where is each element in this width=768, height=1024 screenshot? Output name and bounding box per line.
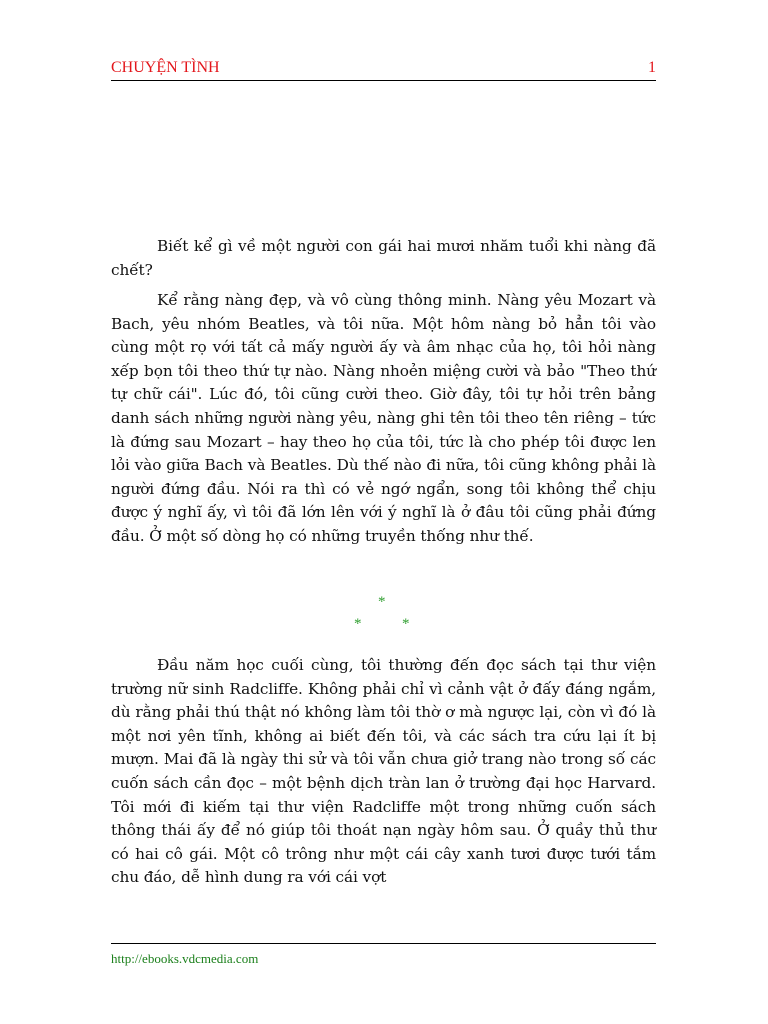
book-title: CHUYỆN TÌNH [111,59,220,76]
paragraph-2-block [111,289,656,549]
paragraph-3-block [111,654,656,890]
separator-star: * [402,616,410,632]
paragraph: Kể rằng nàng đẹp, và vô cùng thông minh. Nàng yêu Mozart và Bach, yêu nhóm Beatles, và tôi nữa. Một hôm nàng bỏ hẳn tôi vào cùng một rọ với tất cả mấy người ấy và âm nhạc của họ, tôi hỏi nàng xếp bọn tôi theo thứ tự nào. Nàng nhoẻn miệng cười và bảo "Theo thứ tự chữ cái". Lúc đó, tôi cũng cười theo. Giờ đây, tôi tự hỏi trên bảng danh sách những người nàng yêu, nàng ghi tên tôi theo tên riêng – tức là đứng sau Mozart – hay theo họ của tôi, tức là cho phép tôi được len lỏi vào giữa Bach và Beatles. Dù thế nào đi nữa, tôi cũng không phải là người đứng đầu. Nói ra thì có vẻ ngớ ngẩn, song tôi không thể chịu được ý nghĩ ấy, vì tôi đã lớn lên với ý nghĩ là ở đâu tôi cũng phải đứng đầu. Ở một số dòng họ có những truyền thống như thế. [111,291,656,545]
separator-star: * [378,594,386,610]
page-number: 1 [648,59,656,76]
footer-link[interactable]: http://ebooks.vdcmedia.com [111,951,259,966]
page-header [111,58,656,81]
paragraph: Biết kể gì về một người con gái hai mươi nhăm tuổi khi nàng đã chết? [111,237,656,279]
separator-star: * [354,616,362,632]
section-separator [340,592,430,632]
page-footer [111,943,656,966]
paragraph: Đầu năm học cuối cùng, tôi thường đến đọc sách tại thư viện trường nữ sinh Radcliffe. Không phải chỉ vì cảnh vật ở đấy đáng ngắm, dù rằng phải thú thật nó không làm tôi thờ ơ mà ngược lại, còn vì đó là một nơi yên tĩnh, không ai biết đến tôi, và các sách tra cứu lại ít bị mượn. Mai đã là ngày thi sử và tôi vẫn chưa giở trang nào trong số các cuốn sách cần đọc – một bệnh dịch tràn lan ở trường đại học Harvard. Tôi mới đi kiếm tại thư viện Radcliffe một trong những cuốn sách thông thái ấy để nó giúp tôi thoát nạn ngày hôm sau. Ở quầy thủ thư có hai cô gái. Một cô trông như một cái cây xanh tươi được tưới tắm chu đáo, dễ hình dung ra với cái vợt [111,656,656,887]
paragraph-1-block [111,235,656,282]
